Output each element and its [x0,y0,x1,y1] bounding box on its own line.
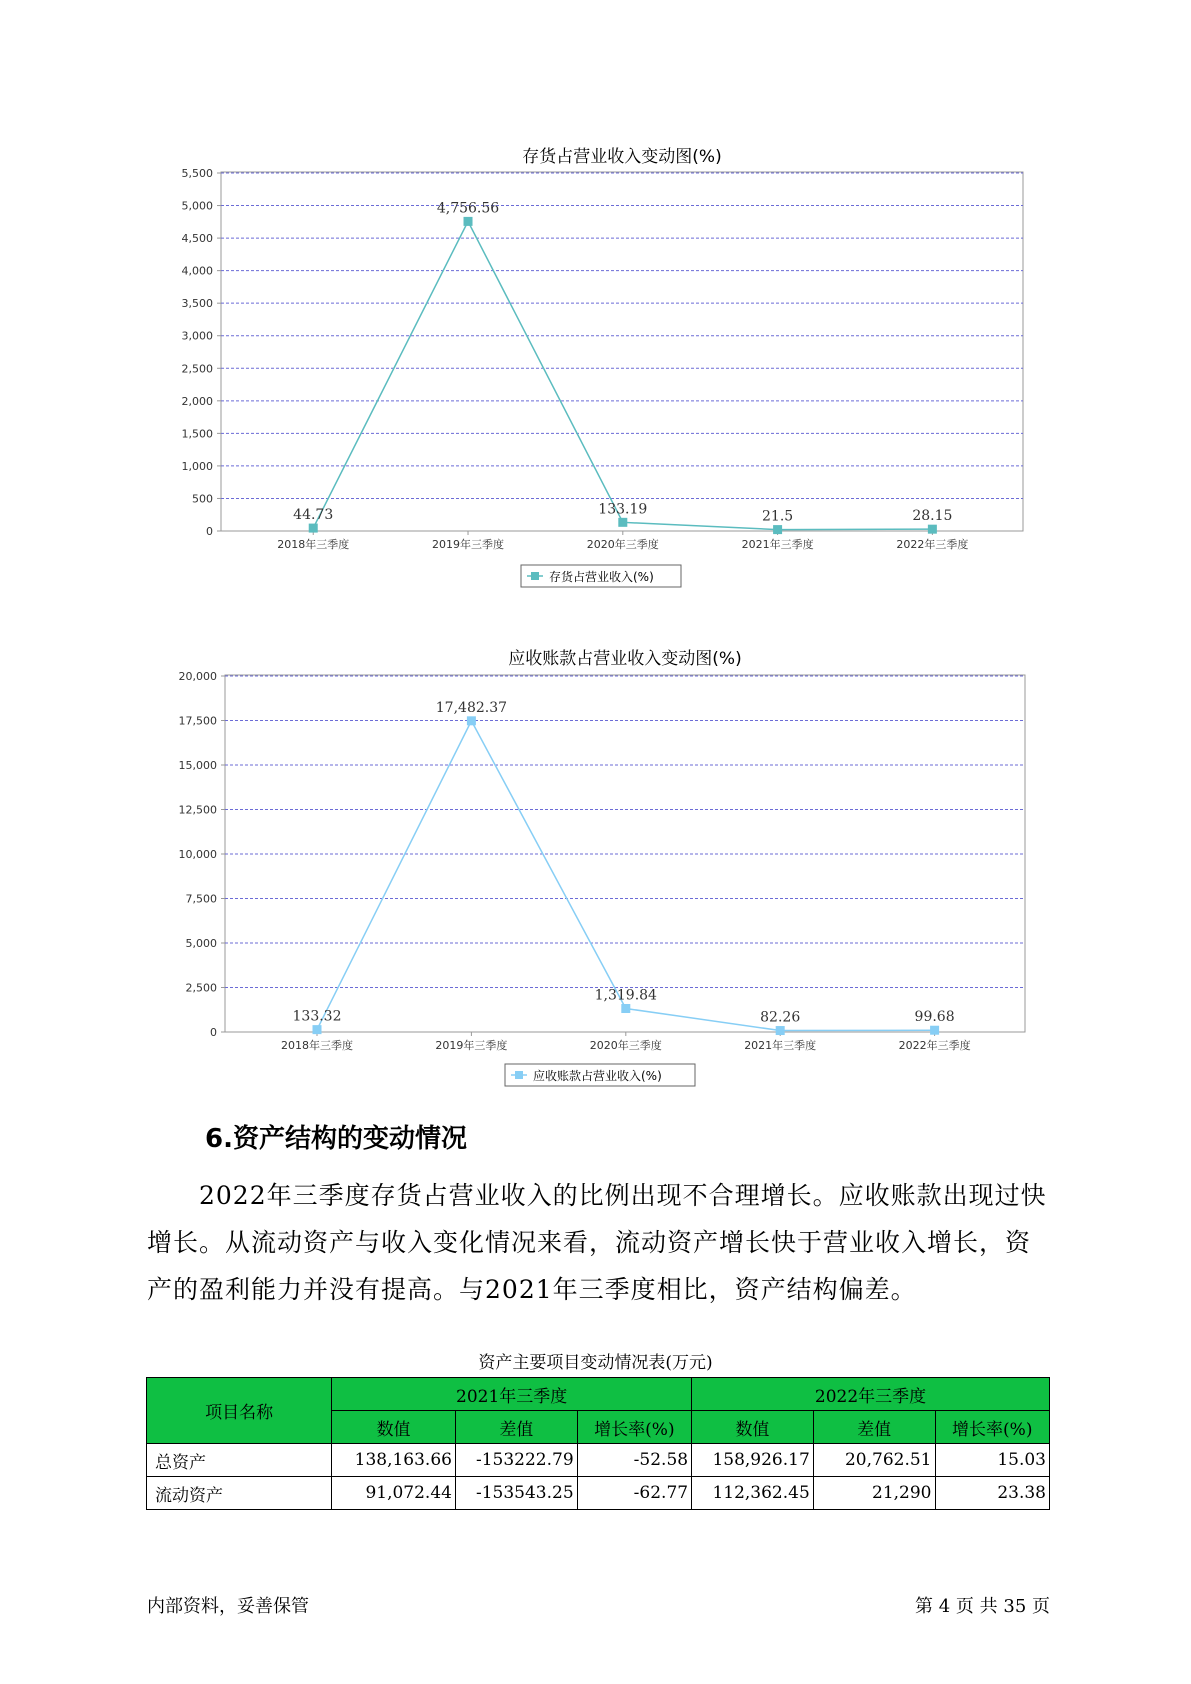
data-point [309,524,318,533]
data-label: 17,482.37 [435,699,508,716]
x-tick-label: 2022年三季度 [898,1039,971,1052]
y-tick-label: 15,000 [178,759,217,772]
legend-swatch-marker [515,1071,523,1079]
legend-swatch-marker [531,572,539,580]
y-tick-label: 3,500 [181,297,213,311]
row-name: 总资产 [147,1444,332,1477]
data-point [928,525,937,534]
header-rate-2021: 增长率(%) [577,1411,691,1444]
table-row [147,1477,1050,1510]
header-group-2022: 2022年三季度 [692,1378,1050,1411]
cell-value-2021: 91,072.44 [332,1477,456,1510]
data-label: 133.19 [598,501,648,518]
legend-label: 应收账款占营业收入(%) [533,1069,662,1083]
y-tick-label: 5,000 [181,199,213,213]
x-tick-label: 2019年三季度 [435,1039,508,1052]
y-tick-label: 2,000 [181,394,213,408]
data-label: 44.73 [293,507,334,524]
table-row [147,1444,1050,1477]
x-tick-label: 2021年三季度 [744,1039,817,1052]
cell-rate-2021: -52.58 [577,1444,691,1477]
y-tick-label: 5,500 [181,167,213,180]
plot-area [221,172,1023,531]
data-point [313,1025,322,1034]
header-group-2021: 2021年三季度 [332,1378,692,1411]
header-diff-2022: 差值 [813,1411,935,1444]
data-point [464,217,473,226]
y-tick-label: 500 [192,492,213,506]
x-tick-label: 2020年三季度 [589,1039,662,1052]
cell-value-2021: 138,163.66 [332,1444,456,1477]
header-value-2021: 数值 [332,1411,456,1444]
row-name: 流动资产 [147,1477,332,1510]
data-point [776,1026,785,1035]
x-tick-label: 2018年三季度 [281,1039,353,1052]
x-tick-label: 2021年三季度 [741,538,814,551]
chart-title: 存货占营业收入变动图(%) [522,147,722,167]
data-label: 21.5 [762,508,794,525]
cell-rate-2021: -62.77 [577,1477,691,1510]
y-tick-label: 7,500 [185,892,217,906]
chart-1 [182,147,1024,587]
data-label: 28.15 [912,508,953,525]
data-point [930,1026,939,1035]
data-point [621,1004,630,1013]
data-label: 99.68 [914,1009,955,1026]
chart-2 [179,649,1026,1086]
x-tick-label: 2018年三季度 [277,538,350,551]
x-tick-label: 2022年三季度 [896,538,969,551]
y-tick-label: 5,000 [185,937,217,950]
asset-table [146,1377,1050,1510]
section-heading: 6.资产结构的变动情况 [205,1124,467,1154]
data-point [773,525,782,534]
cell-diff-2022: 20,762.51 [813,1444,935,1477]
data-label: 4,756.56 [436,200,500,217]
y-tick-label: 1,000 [181,459,213,473]
header-value-2022: 数值 [692,1411,814,1444]
header-rate-2022: 增长率(%) [935,1411,1050,1444]
cell-value-2022: 158,926.17 [692,1444,814,1477]
y-tick-label: 10,000 [178,848,217,861]
legend [521,565,681,587]
y-tick-label: 4,500 [181,232,213,246]
y-tick-label: 2,500 [185,981,217,995]
y-tick-label: 0 [206,525,213,538]
cell-rate-2022: 15.03 [935,1444,1050,1477]
y-tick-label: 1,500 [181,427,213,441]
y-tick-label: 3,000 [181,329,213,343]
data-label: 133.32 [292,1008,342,1025]
cell-value-2022: 112,362.45 [692,1477,814,1510]
cell-diff-2022: 21,290 [813,1477,935,1510]
cell-diff-2021: -153222.79 [455,1444,577,1477]
header-item-name: 项目名称 [147,1378,332,1444]
cell-diff-2021: -153543.25 [455,1477,577,1510]
table-caption: 资产主要项目变动情况表(万元) [478,1353,713,1373]
data-point [618,518,627,527]
footer-confidential: 内部资料，妥善保管 [147,1596,309,1617]
data-label: 1,319.84 [594,987,657,1004]
legend-label: 存货占营业收入(%) [549,570,654,584]
y-tick-label: 20,000 [178,670,217,683]
x-tick-label: 2020年三季度 [586,538,659,551]
y-tick-label: 12,500 [178,803,217,817]
y-tick-label: 0 [210,1026,217,1039]
data-label: 82.26 [760,1009,801,1026]
y-tick-label: 2,500 [181,362,213,376]
footer-page-number: 第 4 页 共 35 页 [915,1596,1050,1617]
y-tick-label: 17,500 [178,714,217,728]
x-tick-label: 2019年三季度 [432,538,505,551]
data-point [467,716,476,725]
cell-rate-2022: 23.38 [935,1477,1050,1510]
header-diff-2021: 差值 [455,1411,577,1444]
legend [505,1064,695,1086]
y-tick-label: 4,000 [181,264,213,278]
chart-title: 应收账款占营业收入变动图(%) [508,649,742,669]
section-paragraph: 2022年三季度存货占营业收入的比例出现不合理增长。应收账款出现过快增长。从流动资产与收入变化情况来看，流动资产增长快于营业收入增长，资产的盈利能力并没有提高。与2021年三季度相比，资产结构偏差。 [147,1181,1047,1304]
